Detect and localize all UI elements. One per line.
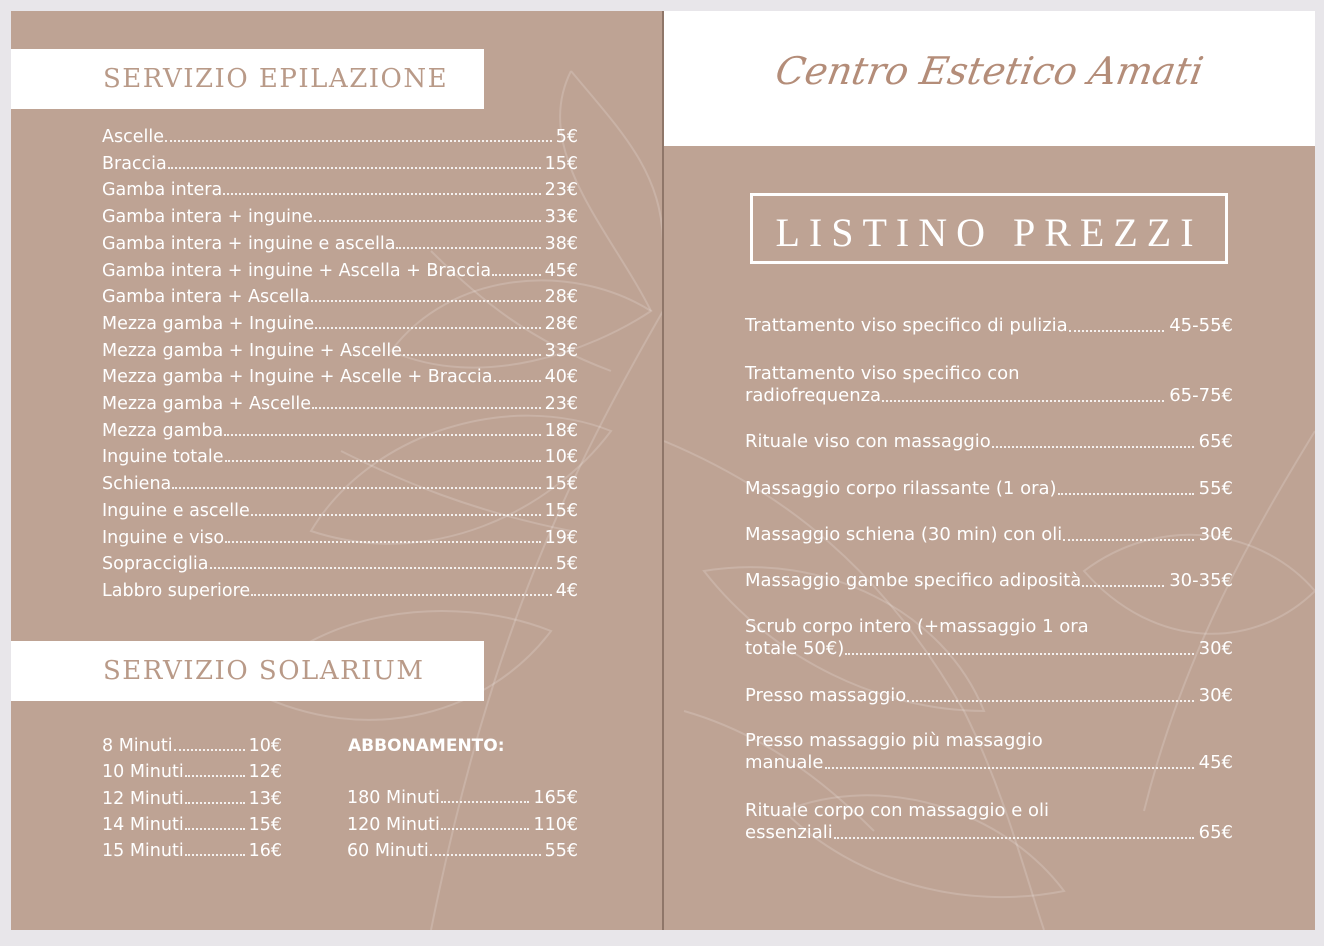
service-price: 13€ xyxy=(248,788,282,809)
service-name: Labbro superiore xyxy=(102,580,251,601)
dot-leader xyxy=(168,167,541,169)
treatment-row xyxy=(745,730,1233,774)
service-price: 23€ xyxy=(544,394,578,414)
dot-leader xyxy=(251,514,541,516)
price-row xyxy=(102,501,578,521)
service-price: 15€ xyxy=(544,500,578,521)
service-price: 110€ xyxy=(533,814,578,835)
service-price: 45€ xyxy=(544,260,578,281)
treatment-price: 45€ xyxy=(1198,752,1233,773)
price-row xyxy=(102,127,578,147)
service-price: 38€ xyxy=(544,233,578,254)
dot-leader xyxy=(907,700,1193,702)
price-row xyxy=(102,314,578,334)
treatment-row xyxy=(745,685,1233,707)
price-row xyxy=(102,341,578,361)
solarium-banner xyxy=(11,641,484,701)
dot-leader xyxy=(312,407,541,409)
treatment-row xyxy=(745,570,1233,592)
price-row xyxy=(347,815,578,835)
dot-leader xyxy=(1069,330,1165,332)
abbonamento-heading: ABBONAMENTO: xyxy=(348,736,505,756)
price-row xyxy=(102,581,578,601)
service-price: 15€ xyxy=(248,814,282,835)
service-name: Schiena xyxy=(102,474,172,495)
service-name: Gamba intera + Ascella xyxy=(102,287,310,308)
treatment-name-line: Rituale corpo con massaggio e oli xyxy=(745,800,1050,821)
dot-leader xyxy=(1082,585,1164,587)
dot-leader xyxy=(185,828,245,830)
dot-leader xyxy=(441,801,530,803)
service-name: Inguine e viso xyxy=(102,527,225,548)
dot-leader xyxy=(845,653,1193,655)
service-name: Braccia xyxy=(102,153,167,174)
treatment-price-line xyxy=(745,478,1233,500)
treatment-price: 65€ xyxy=(1198,822,1233,843)
dot-leader xyxy=(492,274,540,276)
price-row xyxy=(347,841,578,861)
treatment-name-line: Presso massaggio più massaggio xyxy=(745,730,1043,751)
price-row xyxy=(102,367,578,387)
service-name: 180 Minuti xyxy=(347,788,440,808)
service-price: 165€ xyxy=(533,788,578,808)
treatment-row xyxy=(745,363,1233,407)
service-name: 10 Minuti xyxy=(102,762,184,783)
service-name: 120 Minuti xyxy=(347,814,440,835)
service-name: Sopracciglia xyxy=(102,554,209,575)
service-name: Gamba intera + inguine xyxy=(102,207,313,228)
dot-leader xyxy=(1063,539,1193,541)
price-row xyxy=(102,234,578,254)
dot-leader xyxy=(396,247,540,249)
service-price: 33€ xyxy=(544,207,578,228)
service-name: Gamba intera xyxy=(102,180,223,201)
service-name: 15 Minuti xyxy=(102,841,184,862)
dot-leader xyxy=(223,193,540,195)
treatment-name: manuale xyxy=(745,752,824,773)
dot-leader xyxy=(210,567,552,569)
dot-leader xyxy=(494,380,541,382)
service-name: Inguine totale xyxy=(102,447,224,468)
price-row xyxy=(102,841,282,861)
service-name: Mezza gamba + Ascelle xyxy=(102,394,311,414)
dot-leader xyxy=(225,541,540,543)
price-row xyxy=(102,180,578,200)
dot-leader xyxy=(882,400,1164,402)
treatment-price-line xyxy=(745,315,1233,337)
treatment-name: Massaggio gambe specifico adiposità xyxy=(745,570,1082,591)
treatment-price-line xyxy=(745,685,1233,707)
treatment-name: radiofrequenza xyxy=(745,385,882,406)
service-price: 4€ xyxy=(555,580,578,601)
service-name: Gamba intera + inguine e ascella xyxy=(102,233,396,254)
treatment-row xyxy=(745,478,1233,500)
treatment-price: 30€ xyxy=(1198,524,1233,545)
service-price: 19€ xyxy=(544,527,578,548)
treatment-name: Massaggio schiena (30 min) con oli xyxy=(745,524,1063,545)
treatment-row xyxy=(745,800,1233,844)
treatment-price: 55€ xyxy=(1198,478,1233,499)
dot-leader xyxy=(403,354,541,356)
dot-leader xyxy=(165,140,552,142)
price-row xyxy=(102,736,282,756)
dot-leader xyxy=(251,594,552,596)
service-name: 12 Minuti xyxy=(102,788,184,809)
dot-leader xyxy=(314,220,541,222)
service-name: Inguine e ascelle xyxy=(102,500,250,521)
service-price: 15€ xyxy=(544,153,578,174)
dot-leader xyxy=(185,854,245,856)
service-name: Mezza gamba + Inguine + Ascelle xyxy=(102,340,402,361)
dot-leader xyxy=(174,749,245,751)
treatment-name: Trattamento viso specifico di pulizia xyxy=(745,315,1068,336)
treatment-price-line xyxy=(745,431,1233,453)
treatment-price-line xyxy=(745,524,1233,546)
price-row xyxy=(102,421,578,441)
treatment-name: essenziali xyxy=(745,822,833,843)
service-price: 33€ xyxy=(544,340,578,361)
treatment-price: 30€ xyxy=(1198,685,1233,706)
dot-leader xyxy=(992,446,1194,448)
epilazione-banner xyxy=(11,49,484,109)
treatment-name: Rituale viso con massaggio xyxy=(745,431,991,452)
treatment-price-line xyxy=(745,385,1233,407)
service-name: Mezza gamba + Inguine xyxy=(102,313,315,334)
right-page xyxy=(664,11,1315,930)
left-page xyxy=(11,11,663,930)
dot-leader xyxy=(834,837,1194,839)
service-price: 5€ xyxy=(555,127,578,147)
price-row xyxy=(102,528,578,548)
price-row xyxy=(347,788,578,808)
treatment-name: Presso massaggio xyxy=(745,685,907,706)
solarium-title: SERVIZIO SOLARIUM xyxy=(103,656,425,686)
dot-leader xyxy=(825,767,1194,769)
price-row xyxy=(102,287,578,307)
listino-prezzi-box xyxy=(750,193,1228,264)
treatment-price-line xyxy=(745,752,1233,774)
price-row xyxy=(102,554,578,574)
service-price: 40€ xyxy=(544,367,578,388)
price-row xyxy=(102,207,578,227)
dot-leader xyxy=(224,434,540,436)
price-row xyxy=(102,474,578,494)
treatment-row xyxy=(745,431,1233,453)
price-row xyxy=(102,154,578,174)
service-name: 60 Minuti xyxy=(347,841,429,861)
dot-leader xyxy=(1058,493,1194,495)
dot-leader xyxy=(185,802,245,804)
service-name: 8 Minuti xyxy=(102,736,173,756)
service-name: Ascelle xyxy=(102,127,164,147)
treatment-name-line: Scrub corpo intero (+massaggio 1 ora xyxy=(745,616,1089,637)
treatment-price: 30-35€ xyxy=(1169,570,1233,591)
service-price: 16€ xyxy=(248,841,282,862)
treatment-row xyxy=(745,524,1233,546)
dot-leader xyxy=(185,775,245,777)
dot-leader xyxy=(311,300,541,302)
service-price: 23€ xyxy=(544,180,578,201)
treatment-name: Massaggio corpo rilassante (1 ora) xyxy=(745,478,1057,499)
treatment-price-line xyxy=(745,570,1233,592)
dot-leader xyxy=(315,327,540,329)
service-name: Gamba intera + inguine + Ascella + Braccia xyxy=(102,260,492,281)
service-price: 55€ xyxy=(544,841,578,861)
price-row xyxy=(102,815,282,835)
price-row xyxy=(102,762,282,782)
dot-leader xyxy=(441,828,530,830)
floral-illustration xyxy=(664,11,1315,930)
dot-leader xyxy=(430,854,541,856)
price-row xyxy=(102,789,282,809)
service-price: 10€ xyxy=(544,447,578,468)
treatment-name: totale 50€) xyxy=(745,638,845,659)
treatment-price-line xyxy=(745,638,1233,660)
treatment-price: 65€ xyxy=(1198,431,1233,452)
treatment-price: 30€ xyxy=(1198,638,1233,659)
listino-prezzi-title: LISTINO PREZZI xyxy=(775,210,1203,255)
header-band xyxy=(664,11,1315,146)
service-name: Mezza gamba + Inguine + Ascelle + Braccia xyxy=(102,367,493,388)
treatment-row xyxy=(745,616,1233,660)
service-price: 28€ xyxy=(544,313,578,334)
price-row xyxy=(102,261,578,281)
dot-leader xyxy=(225,460,541,462)
brand-logo: Centro Estetico Amati xyxy=(772,49,1207,93)
price-row xyxy=(102,394,578,414)
service-price: 5€ xyxy=(555,554,578,575)
service-name: 14 Minuti xyxy=(102,814,184,835)
service-price: 18€ xyxy=(544,420,578,441)
treatment-price-line xyxy=(745,822,1233,844)
treatment-price: 65-75€ xyxy=(1169,385,1233,406)
treatment-row xyxy=(745,315,1233,337)
service-price: 10€ xyxy=(248,736,282,756)
dot-leader xyxy=(172,487,540,489)
service-name: Mezza gamba xyxy=(102,420,224,441)
epilazione-title: SERVIZIO EPILAZIONE xyxy=(103,64,449,94)
service-price: 28€ xyxy=(544,287,578,308)
treatment-name-line: Trattamento viso specifico con xyxy=(745,363,1020,384)
service-price: 12€ xyxy=(248,762,282,783)
service-price: 15€ xyxy=(544,474,578,495)
treatment-price: 45-55€ xyxy=(1169,315,1233,336)
price-row xyxy=(102,447,578,467)
